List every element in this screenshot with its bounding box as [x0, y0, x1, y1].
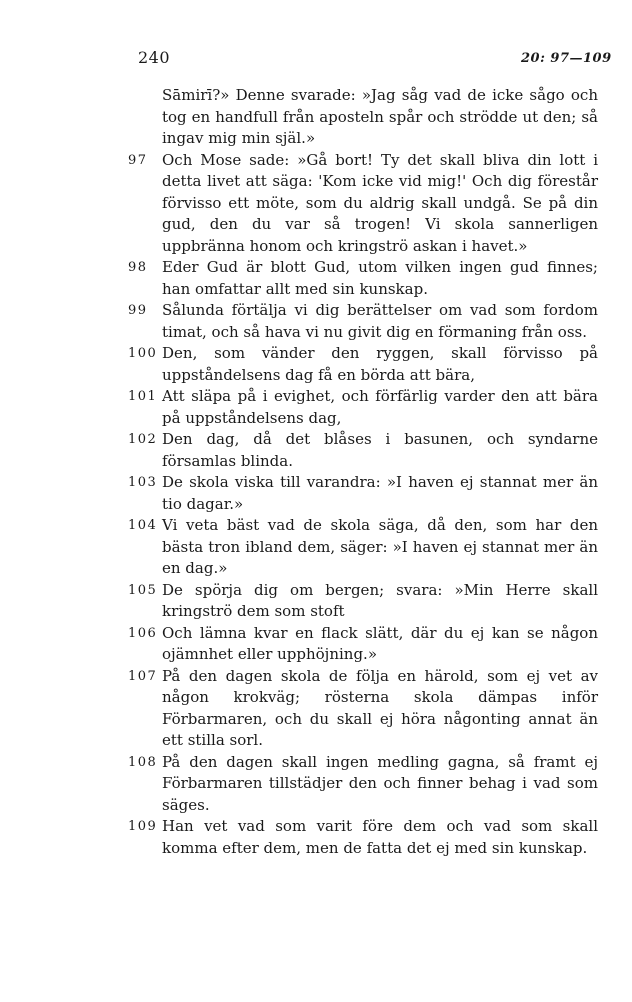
page-header: [0, 48, 632, 76]
verse: [128, 257, 598, 300]
verse-number: 98: [128, 260, 148, 275]
verse: [128, 752, 598, 817]
verse: [128, 386, 598, 429]
verse-number: 106: [128, 625, 158, 641]
verse-text: På den dagen skall ingen medling gagna, så framt ej Förbarmaren tillstädjer den och finner behag i vad som säges.: [162, 752, 598, 814]
verse-text: Han vet vad som varit före dem och vad som skall komma efter dem, men de fatta det ej med sin kunskap.: [162, 817, 598, 857]
verse-text: De skola viska till varandra: »I haven ej stannat mer än tio dagar.»: [162, 473, 598, 513]
verse-text: På den dagen skola de följa en härold, som ej vet av någon krokväg; rösterna skola dämpas inför Förbarmaren, och du skall ej höra någonting annat än ett stilla sorl.: [162, 666, 598, 749]
verse-number: 101: [128, 389, 158, 404]
verse: [128, 85, 598, 150]
verse-list: [128, 85, 598, 859]
verse-number: 102: [128, 432, 158, 447]
verse-text: Eder Gud är blott Gud, utom vilken ingen gud finnes; han omfattar allt med sin kunskap.: [162, 258, 598, 298]
verse-number: 105: [128, 582, 158, 598]
verse: [128, 580, 598, 623]
verse-number: 109: [128, 819, 158, 834]
verse-number: 97: [128, 152, 148, 168]
verse-text: Och lämna kvar en flack slätt, där du ej kan se någon ojämnhet eller upphöjning.»: [162, 623, 598, 663]
verse: [128, 623, 598, 666]
verse-text: Att släpa på i evighet, och förfärlig varder den att bära på uppståndelsens dag,: [162, 387, 598, 427]
verse-number: 107: [128, 668, 158, 684]
verse: [128, 472, 598, 515]
verse-text: Sāmirī?» Denne svarade: »Jag såg vad de icke sågo och tog en handfull från aposteln spår och strödde ut den; så ingav mig min själ.»: [162, 86, 598, 147]
verse-text: Vi veta bäst vad de skola säga, då den, som har den bästa tron ibland dem, säger: »I haven ej stannat mer än en dag.»: [162, 516, 598, 577]
verse-number: 100: [128, 346, 158, 361]
page-number: 240: [138, 48, 171, 67]
verse-range: 20: 97—109: [521, 51, 612, 66]
verse-text: De spörja dig om bergen; svara: »Min Herre skall kringströ dem som stoft: [162, 580, 598, 620]
verse: [128, 300, 598, 343]
verse-number: 108: [128, 754, 158, 770]
verse-text: Och Mose sade: »Gå bort! Ty det skall bliva din lott i detta livet att säga: 'Kom icke vid mig!' Och dig förestår förvisso ett möte, som du aldrig skall undgå. Se på din gud, den du var så trogen! Vi skola sannerligen uppbränna honom och kringströ askan i havet.»: [162, 150, 598, 255]
verse: [128, 343, 598, 386]
verse: [128, 515, 598, 580]
verse-number: 99: [128, 303, 148, 318]
verse: [128, 666, 598, 752]
verse: [128, 150, 598, 258]
verse: [128, 429, 598, 472]
verse-text: Den, som vänder den ryggen, skall förvisso på uppståndelsens dag få en börda att bära,: [162, 344, 598, 384]
verse-text: Den dag, då det blåses i basunen, och syndarne församlas blinda.: [162, 430, 598, 470]
verse-number: 104: [128, 518, 158, 533]
verse: [128, 816, 598, 859]
verse-number: 103: [128, 475, 158, 490]
verse-text: Sålunda förtälja vi dig berättelser om vad som fordom timat, och så hava vi nu givit dig en förmaning från oss.: [162, 301, 598, 341]
